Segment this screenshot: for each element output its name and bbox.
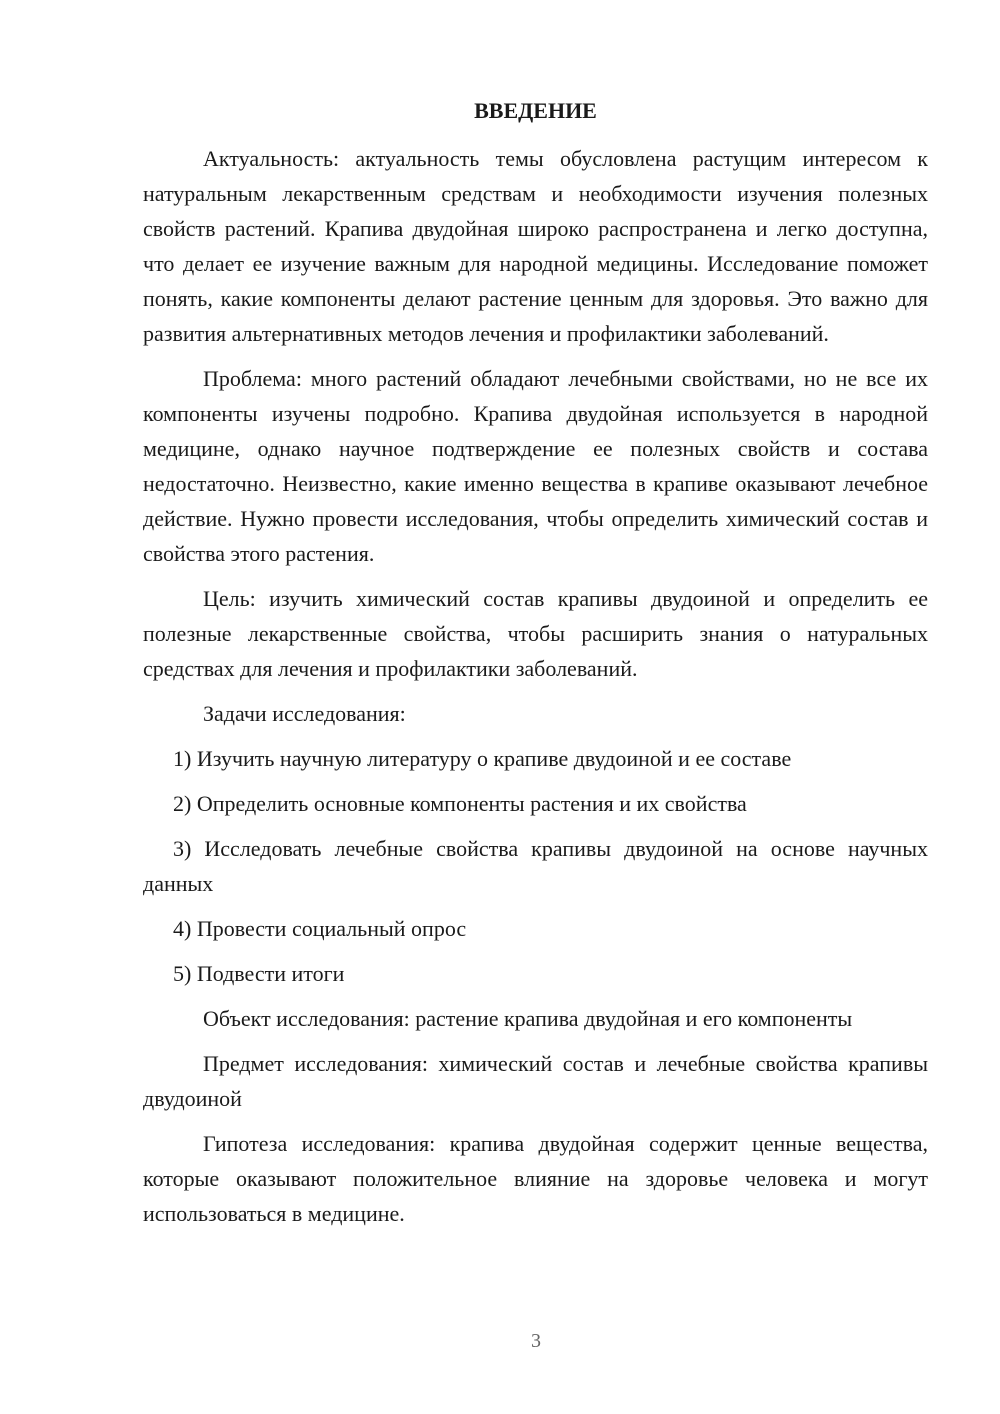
- section-title: ВВЕДЕНИЕ: [474, 98, 597, 123]
- task-item-2: 2) Определить основные компоненты растения и их свойства: [173, 791, 747, 816]
- object-paragraph: Объект исследования: растение крапива двудойная и его компоненты: [203, 1006, 853, 1031]
- subject-paragraph: Предмет исследования: химический состав и лечебные свойства крапивы двудоиной: [143, 1051, 928, 1111]
- problem-paragraph: Проблема: много растений обладают лечебными свойствами, но не все их компоненты изучены подробно. Крапива двудойная используется в народной медицине, однако научное подтверждение ее полезных свойств и состава недостаточно. Неизвестно, какие именно вещества в крапиве оказывают лечебное действие. Нужно провести исследования, чтобы определить химический состав и свойства этого растения.: [143, 366, 928, 566]
- hypothesis-paragraph: Гипотеза исследования: крапива двудойная содержит ценные вещества, которые оказывают положительное влияние на здоровье человека и могут использоваться в медицине.: [143, 1131, 928, 1226]
- task-item-3: 3) Исследовать лечебные свойства крапивы двудоиной на основе научных данных: [143, 836, 928, 896]
- tasks-heading: Задачи исследования:: [203, 701, 406, 726]
- task-item-4: 4) Провести социальный опрос: [173, 916, 467, 941]
- task-item-1: 1) Изучить научную литературу о крапиве двудоиной и ее составе: [173, 746, 792, 771]
- task-item-5: 5) Подвести итоги: [173, 961, 345, 986]
- relevance-paragraph: Актуальность: актуальность темы обусловлена растущим интересом к натуральным лекарственным средствам и необходимости изучения полезных свойств растений. Крапива двудойная широко распространена и легко доступна, что делает ее изучение важным для народной медицины. Исследование поможет понять, какие компоненты делают растение ценным для здоровья. Это важно для развития альтернативных методов лечения и профилактики заболеваний.: [143, 146, 928, 346]
- goal-paragraph: Цель: изучить химический состав крапивы двудоиной и определить ее полезные лекарственные свойства, чтобы расширить знания о натуральных средствах для лечения и профилактики заболеваний.: [143, 586, 928, 681]
- page-number: 3: [531, 1330, 541, 1352]
- page-body: [143, 93, 928, 1241]
